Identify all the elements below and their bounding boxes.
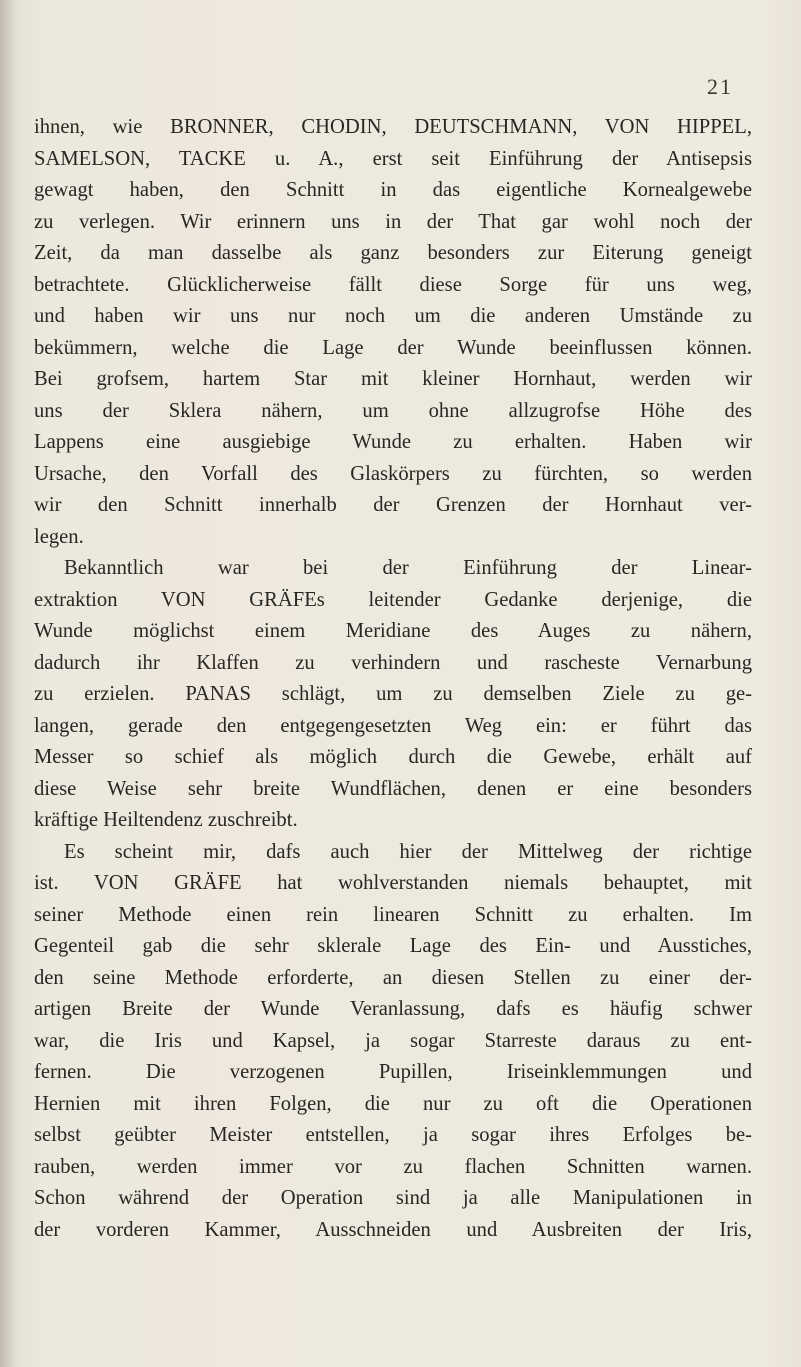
- text-line: zu erzielen. PANAS schlägt, um zu demselben Ziele zu ge-: [34, 683, 752, 705]
- gutter-shadow: [0, 0, 18, 1367]
- text-line: Zeit, da man dasselbe als ganz besonders zur Eiterung geneigt: [34, 242, 752, 264]
- text-line: der vorderen Kammer, Ausschneiden und Ausbreiten der Iris,: [34, 1218, 752, 1241]
- text-line: Hernien mit ihren Folgen, die nur zu oft die Operationen: [34, 1092, 752, 1115]
- text-line: Lappens eine ausgiebige Wunde zu erhalten. Haben wir: [34, 431, 752, 453]
- text-line: Bei grofsem, hartem Star mit kleiner Hornhaut, werden wir: [34, 368, 752, 390]
- text-line: wir den Schnitt innerhalb der Grenzen der Hornhaut ver-: [34, 494, 752, 516]
- text-line: SAMELSON, TACKE u. A., erst seit Einführung der Antisepsis: [34, 147, 752, 170]
- text-line: seiner Methode einen rein linearen Schnitt zu erhalten. Im: [34, 903, 752, 926]
- page-number: 21: [707, 74, 733, 99]
- text-line: Gegenteil gab die sehr sklerale Lage des Ein- und Ausstiches,: [34, 935, 752, 957]
- text-line: Ursache, den Vorfall des Glaskörpers zu fürchten, so werden: [34, 462, 752, 485]
- text-line: dadurch ihr Klaffen zu verhindern und rascheste Vernarbung: [34, 651, 752, 674]
- text-line: ist. VON GRÄFE hat wohlverstanden niemals behauptet, mit: [34, 872, 752, 894]
- text-line: Messer so schief als möglich durch die Gewebe, erhält auf: [34, 746, 752, 768]
- body-text: [34, 112, 752, 1246]
- text-line: Wunde möglichst einem Meridiane des Auges zu nähern,: [34, 620, 752, 642]
- text-line: zu verlegen. Wir erinnern uns in der That gar wohl noch der: [34, 210, 752, 233]
- text-line: den seine Methode erforderte, an diesen Stellen zu einer der-: [34, 966, 752, 989]
- text-line: artigen Breite der Wunde Veranlassung, dafs es häufig schwer: [34, 998, 752, 1020]
- text-line: ihnen, wie BRONNER, CHODIN, DEUTSCHMANN, VON HIPPEL,: [34, 116, 752, 138]
- text-line: rauben, werden immer vor zu flachen Schnitten warnen.: [34, 1155, 752, 1178]
- text-line: gewagt haben, den Schnitt in das eigentliche Kornealgewebe: [34, 179, 752, 201]
- text-line: langen, gerade den entgegengesetzten Weg ein: er führt das: [34, 714, 752, 737]
- text-line: legen.: [34, 525, 84, 548]
- text-line: selbst geübter Meister entstellen, ja sogar ihres Erfolges be-: [34, 1124, 752, 1146]
- text-line: bekümmern, welche die Lage der Wunde beeinflussen können.: [34, 336, 752, 359]
- paragraph-start: Es scheint mir, dafs auch hier der Mittelweg der richtige: [64, 840, 752, 863]
- text-line: diese Weise sehr breite Wundflächen, denen er eine besonders: [34, 777, 752, 800]
- text-line: war, die Iris und Kapsel, ja sogar Starreste daraus zu ent-: [34, 1029, 752, 1052]
- text-line: extraktion VON GRÄFEs leitender Gedanke derjenige, die: [34, 588, 752, 611]
- paragraph-start: Bekanntlich war bei der Einführung der Linear-: [64, 557, 752, 579]
- text-line: und haben wir uns nur noch um die anderen Umstände zu: [34, 305, 752, 327]
- text-line: uns der Sklera nähern, um ohne allzugrofse Höhe des: [34, 399, 752, 422]
- text-line: kräftige Heiltendenz zuschreibt.: [34, 809, 298, 831]
- text-line: fernen. Die verzogenen Pupillen, Iriseinklemmungen und: [34, 1061, 752, 1083]
- text-line: Schon während der Operation sind ja alle Manipulationen in: [34, 1187, 752, 1209]
- text-line: betrachtete. Glücklicherweise fällt diese Sorge für uns weg,: [34, 273, 752, 296]
